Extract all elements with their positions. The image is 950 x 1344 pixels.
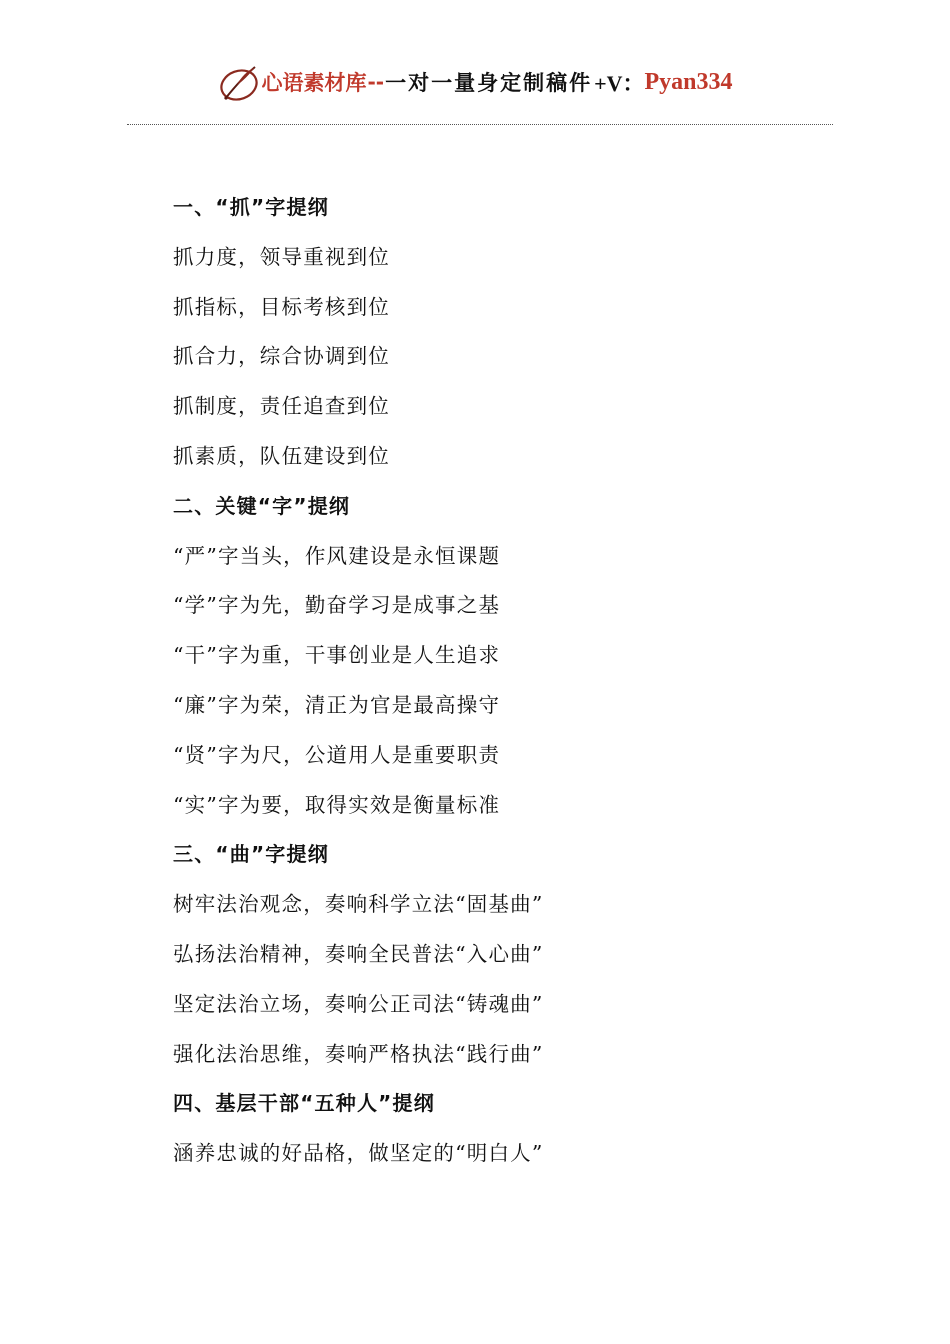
page-header [0,58,950,106]
wechat-label: +V： [594,70,645,96]
list-item: “严”字当头，作风建设是永恒课题 [173,543,501,568]
list-item: “干”字为重，干事创业是人生追求 [173,643,501,668]
wechat-id: Pyan334 [644,68,733,95]
section-heading: 二、关键“字”提纲 [173,493,351,518]
quill-pen-icon [217,63,259,105]
section-heading: 三、“曲”字提纲 [173,842,329,867]
list-item: “廉”字为荣，清正为官是最高操守 [173,692,501,717]
list-item: 抓力度，领导重视到位 [173,244,390,269]
brand-name: 心语素材库 [261,71,367,95]
list-item: 坚定法治立场，奏响公正司法“铸魂曲” [173,991,544,1016]
list-item: 抓素质，队伍建设到位 [173,443,390,468]
list-item: 抓指标，目标考核到位 [173,294,390,319]
header-divider [127,124,833,125]
document-body [173,183,853,1179]
header-dash: -- [367,70,385,94]
list-item: “实”字为要，取得实效是衡量标准 [173,792,501,817]
list-item: 树牢法治观念，奏响科学立法“固基曲” [173,892,544,917]
section-heading: 一、“抓”字提纲 [173,195,329,219]
list-item: 抓制度，责任追查到位 [173,394,390,419]
section-heading: 四、基层干部“五种人”提纲 [173,1091,435,1116]
list-item: 弘扬法治精神，奏响全民普法“入心曲” [173,941,544,966]
list-item: “贤”字为尺，公道用人是重要职责 [173,742,501,767]
list-item: 抓合力，综合协调到位 [173,344,390,369]
list-item: 强化法治思维，奏响严格执法“践行曲” [173,1041,544,1066]
list-item: 涵养忠诚的好品格，做坚定的“明白人” [173,1141,544,1166]
header-slogan: 一对一量身定制稿件 [385,71,593,95]
list-item: “学”字为先，勤奋学习是成事之基 [173,593,501,618]
